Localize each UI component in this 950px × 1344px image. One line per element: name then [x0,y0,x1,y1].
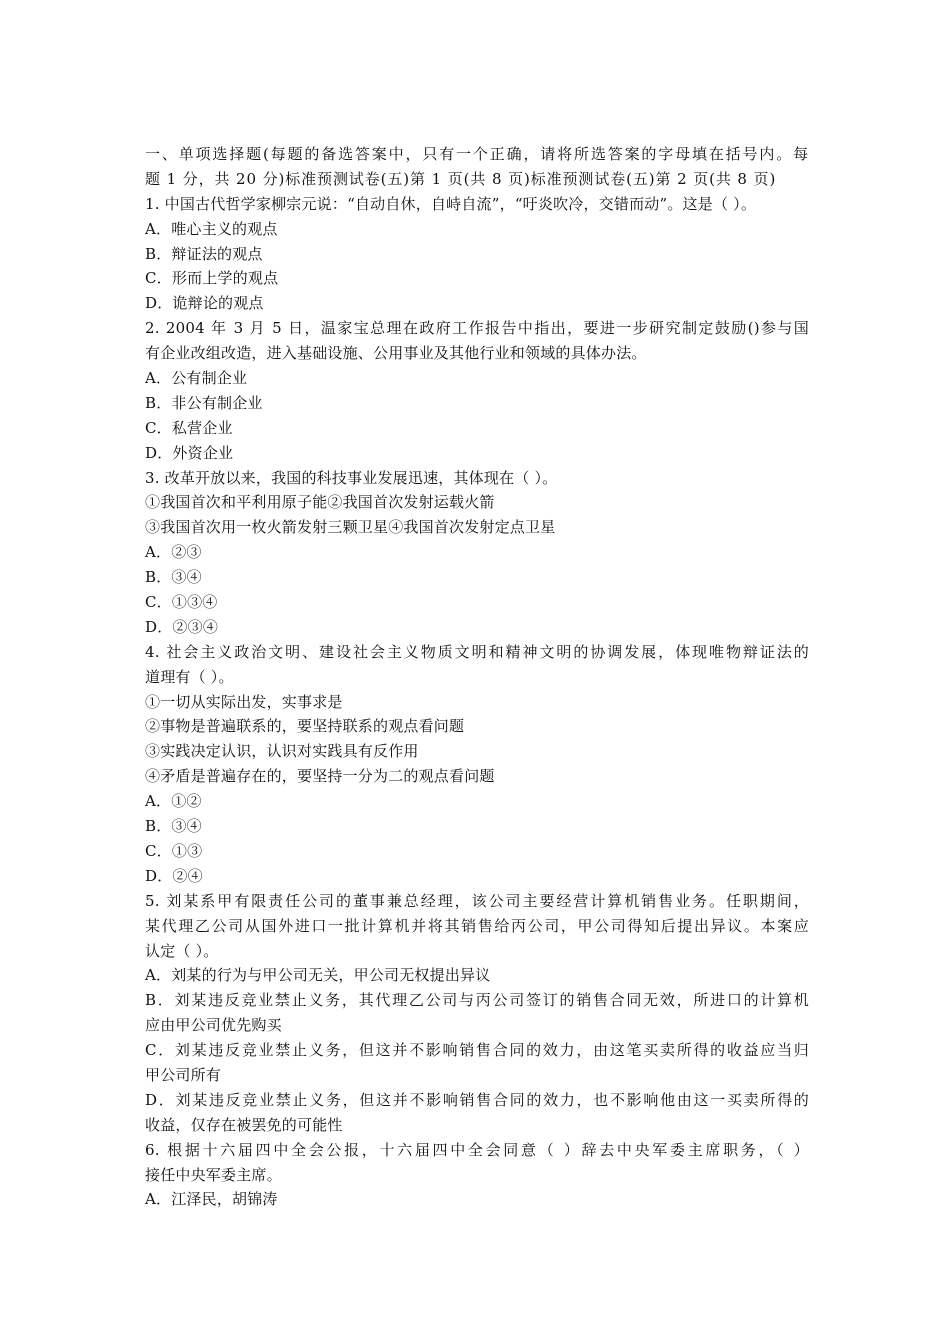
option-c: C．私营企业 [145,418,233,437]
statement-line: ③我国首次用一枚火箭发射三颗卫星④我国首次发射定点卫星 [145,518,556,537]
question-stem: 有企业改组改造，进入基础设施、公用事业及其他行业和领域的具体办法。 [145,344,647,363]
option-a: A．公有制企业 [145,369,248,388]
heading-line: 一、单项选择题(每题的备选答案中，只有一个正确，请将所选答案的字母填在括号内。每 [145,145,809,163]
question-stem: 5. 刘某系甲有限责任公司的董事兼总经理，该公司主要经营计算机销售业务。任职期间， [145,891,809,910]
option-b-continued: 应由甲公司优先购买 [145,1016,282,1035]
question-1 [145,192,809,316]
option-b: B．辩证法的观点 [145,244,263,263]
statement-line: ①我国首次和平利用原子能②我国首次发射运载火箭 [145,493,495,512]
question-4 [145,640,809,889]
question-stem: 认定（ ）。 [145,941,219,960]
question-2 [145,316,809,465]
question-stem: 某代理乙公司从国外进口一批计算机并将其销售给丙公司，甲公司得知后提出异议。本案应 [145,916,809,935]
option-c: C．①③④ [145,593,218,612]
option-b: B．③④ [145,568,202,587]
option-d-continued: 收益，仅存在被罢免的可能性 [145,1115,343,1134]
option-b: B．刘某违反竞业禁止义务，其代理乙公司与丙公司签订的销售合同无效，所进口的计算机 [145,991,809,1010]
question-stem: 1. 中国古代哲学家柳宗元说：“自动自休，自峙自流”，“吁炎吹冷，交错而动”。这是（ ）。 [145,194,757,213]
option-d: D．诡辩论的观点 [145,294,264,313]
question-stem: 3. 改革开放以来，我国的科技事业发展迅速，其体现在（ ）。 [145,468,558,487]
question-stem: 2. 2004 年 3 月 5 日，温家宝总理在政府工作报告中指出，要进一步研究制定鼓励()参与国 [145,319,809,338]
option-d: D．②③④ [145,617,219,636]
option-a: A．②③ [145,543,202,562]
option-b: B．非公有制企业 [145,393,263,412]
heading-line: 题 1 分，共 20 分)标准预测试卷(五)第 1 页(共 8 页)标准预测试卷(五)第 2 页(共 8 页) [145,169,777,188]
question-stem: 道理有（ ）。 [145,667,234,686]
question-stem: 6. 根据十六届四中全会公报，十六届四中全会同意（ ）辞去中央军委主席职务，（ ） [145,1140,809,1159]
exam-page [145,142,809,1212]
option-d: D．刘某违反竞业禁止义务，但这并不影响销售合同的效力，也不影响他由这一买卖所得的 [145,1090,809,1109]
question-6 [145,1138,809,1213]
option-b: B．③④ [145,817,202,836]
option-c: C．①③ [145,841,203,860]
option-d: D．②④ [145,866,203,885]
option-c: C．刘某违反竞业禁止义务，但这并不影响销售合同的效力，由这笔买卖所得的收益应当归 [145,1041,809,1060]
statement-line: ①一切从实际出发，实事求是 [145,692,343,711]
option-d: D．外资企业 [145,443,234,462]
option-a: A．刘某的行为与甲公司无关，甲公司无权提出异议 [145,966,491,985]
statement-line: ④矛盾是普遍存在的，要坚持一分为二的观点看问题 [145,767,495,786]
section-heading [145,142,809,192]
statement-line: ③实践决定认识，认识对实践具有反作用 [145,742,419,761]
statement-line: ②事物是普遍联系的，要坚持联系的观点看问题 [145,717,465,736]
question-5 [145,889,809,1138]
question-3 [145,466,809,640]
option-a: A．①② [145,792,202,811]
option-a: A．江泽民，胡锦涛 [145,1190,278,1209]
option-a: A．唯心主义的观点 [145,219,278,238]
option-c: C．形而上学的观点 [145,269,279,288]
option-c-continued: 甲公司所有 [145,1065,222,1084]
question-stem: 接任中央军委主席。 [145,1165,282,1184]
question-stem: 4. 社会主义政治文明、建设社会主义物质文明和精神文明的协调发展，体现唯物辩证法的 [145,642,809,661]
